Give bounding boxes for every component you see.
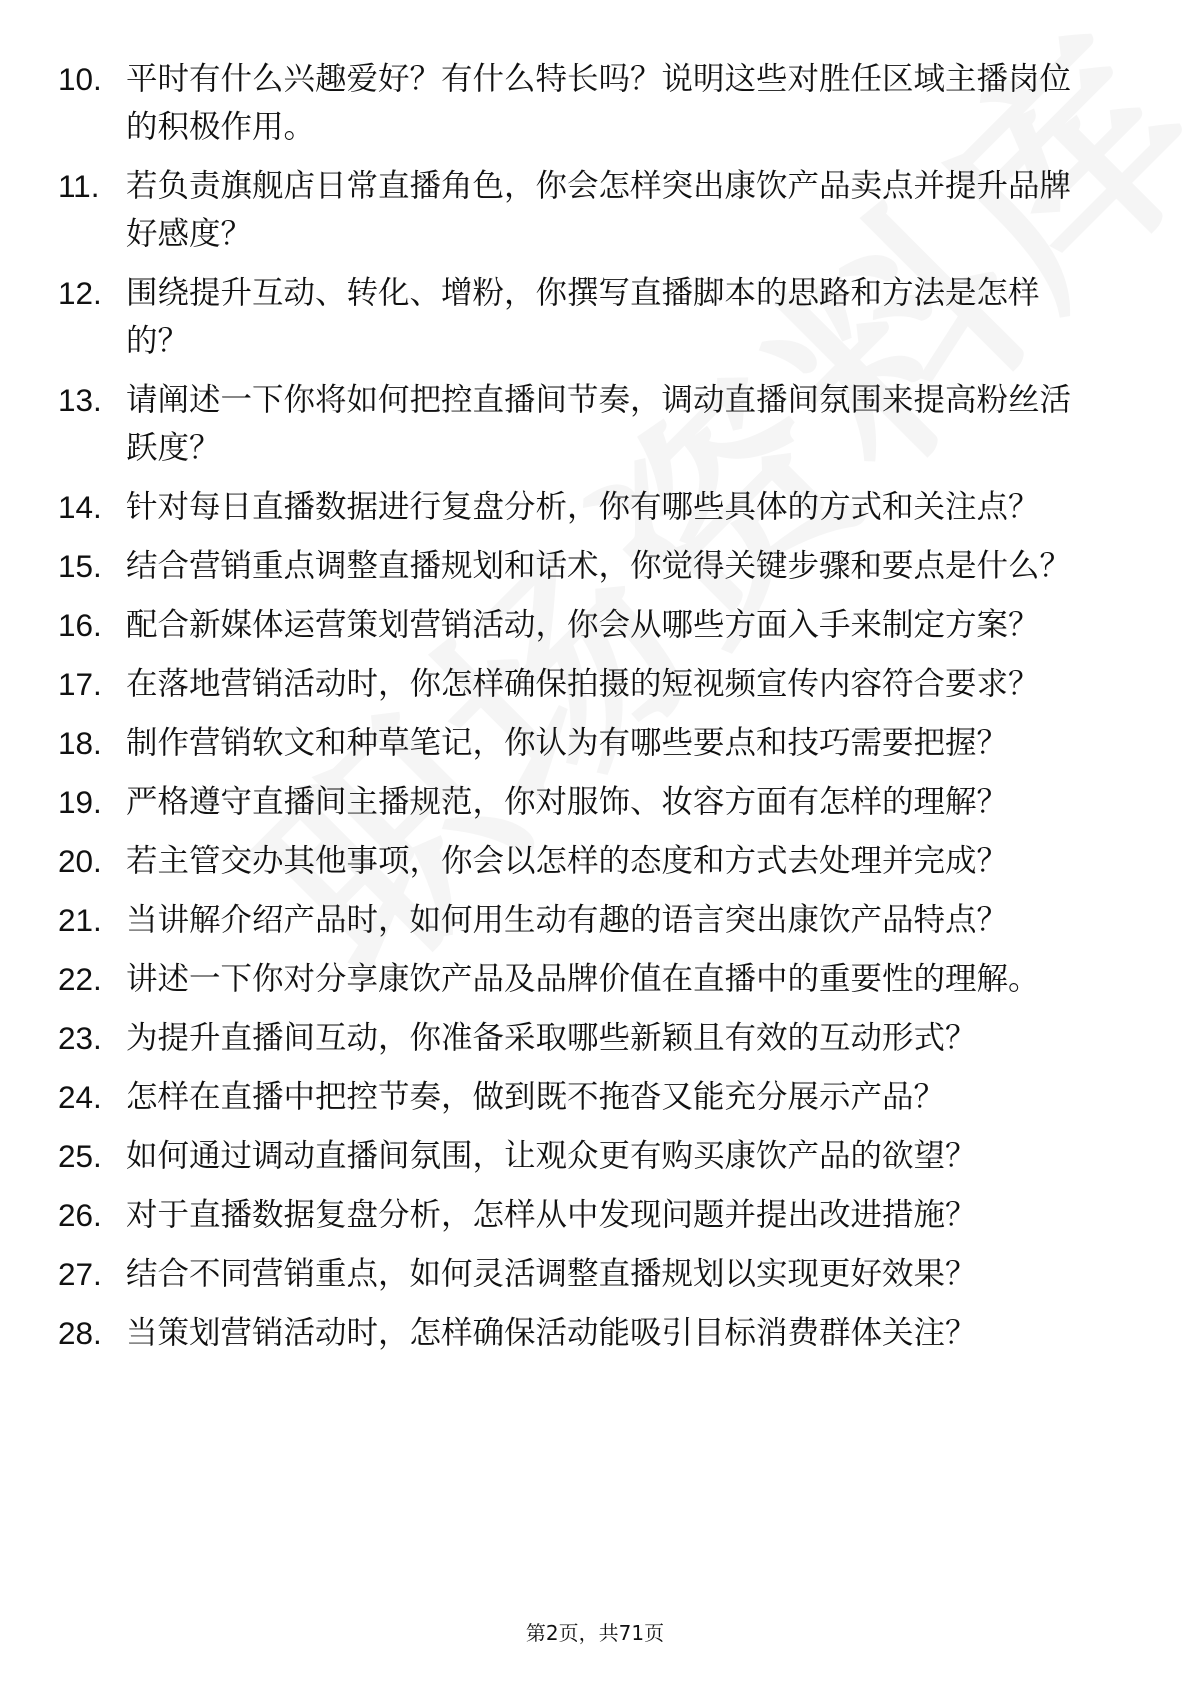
question-text: 严格遵守直播间主播规范，你对服饰、妆容方面有怎样的理解？	[126, 784, 1009, 820]
question-text: 在落地营销活动时，你怎样确保拍摄的短视频宣传内容符合要求？	[126, 666, 1040, 702]
question-item	[58, 1014, 1118, 1062]
question-item	[58, 1250, 1118, 1298]
question-text: 制作营销软文和种草笔记，你认为有哪些要点和技巧需要把握？	[126, 725, 1009, 761]
question-item	[58, 1073, 1118, 1121]
question-text: 为提升直播间互动，你准备采取哪些新颖且有效的互动形式？	[126, 1020, 977, 1056]
question-number: 19.	[58, 784, 102, 820]
question-number: 25.	[58, 1138, 102, 1174]
question-text: 围绕提升互动、转化、增粉，你撰写直播脚本的思路和方法是怎样的？	[126, 275, 1040, 359]
question-text: 结合营销重点调整直播规划和话术，你觉得关键步骤和要点是什么？	[126, 548, 1072, 584]
question-number: 17.	[58, 666, 102, 702]
question-item	[58, 269, 1118, 365]
question-text: 平时有什么兴趣爱好？有什么特长吗？说明这些对胜任区域主播岗位的积极作用。	[126, 61, 1072, 145]
question-text: 怎样在直播中把控节奏，做到既不拖沓又能充分展示产品？	[126, 1079, 946, 1115]
question-item	[58, 162, 1118, 258]
question-item	[58, 955, 1118, 1003]
page-footer: 第2页，共71页	[525, 1621, 665, 1645]
question-number: 24.	[58, 1079, 102, 1115]
question-number: 14.	[58, 489, 102, 525]
question-item	[58, 1191, 1118, 1239]
question-number: 18.	[58, 725, 102, 761]
question-item	[58, 1309, 1118, 1357]
question-number: 11.	[58, 168, 100, 204]
question-item	[58, 896, 1118, 944]
question-item	[58, 837, 1118, 885]
question-item	[58, 376, 1118, 472]
question-text: 对于直播数据复盘分析，怎样从中发现问题并提出改进措施？	[126, 1197, 977, 1233]
question-number: 28.	[58, 1315, 102, 1351]
question-list	[58, 55, 1118, 1368]
question-text: 讲述一下你对分享康饮产品及品牌价值在直播中的重要性的理解。	[126, 961, 1040, 997]
question-item	[58, 778, 1118, 826]
question-number: 16.	[58, 607, 102, 643]
question-text: 如何通过调动直播间氛围，让观众更有购买康饮产品的欲望？	[126, 1138, 977, 1174]
question-text: 针对每日直播数据进行复盘分析，你有哪些具体的方式和关注点？	[126, 489, 1040, 525]
question-item	[58, 542, 1118, 590]
question-item	[58, 1132, 1118, 1180]
question-text: 结合不同营销重点，如何灵活调整直播规划以实现更好效果？	[126, 1256, 977, 1292]
question-item	[58, 601, 1118, 649]
question-number: 12.	[58, 275, 102, 311]
question-text: 请阐述一下你将如何把控直播间节奏，调动直播间氛围来提高粉丝活跃度？	[126, 382, 1072, 466]
question-text: 若负责旗舰店日常直播角色，你会怎样突出康饮产品卖点并提升品牌好感度？	[126, 168, 1072, 252]
question-text: 当策划营销活动时，怎样确保活动能吸引目标消费群体关注？	[126, 1315, 977, 1351]
question-number: 15.	[58, 548, 102, 584]
question-number: 13.	[58, 382, 102, 418]
question-number: 27.	[58, 1256, 102, 1292]
question-text: 当讲解介绍产品时，如何用生动有趣的语言突出康饮产品特点？	[126, 902, 1009, 938]
question-number: 20.	[58, 843, 102, 879]
question-item	[58, 483, 1118, 531]
question-number: 26.	[58, 1197, 102, 1233]
question-text: 配合新媒体运营策划营销活动，你会从哪些方面入手来制定方案？	[126, 607, 1040, 643]
question-number: 21.	[58, 902, 102, 938]
question-number: 23.	[58, 1020, 102, 1056]
question-text: 若主管交办其他事项，你会以怎样的态度和方式去处理并完成？	[126, 843, 1009, 879]
question-number: 22.	[58, 961, 102, 997]
question-item	[58, 719, 1118, 767]
question-item	[58, 55, 1118, 151]
question-item	[58, 660, 1118, 708]
question-number: 10.	[58, 61, 102, 97]
